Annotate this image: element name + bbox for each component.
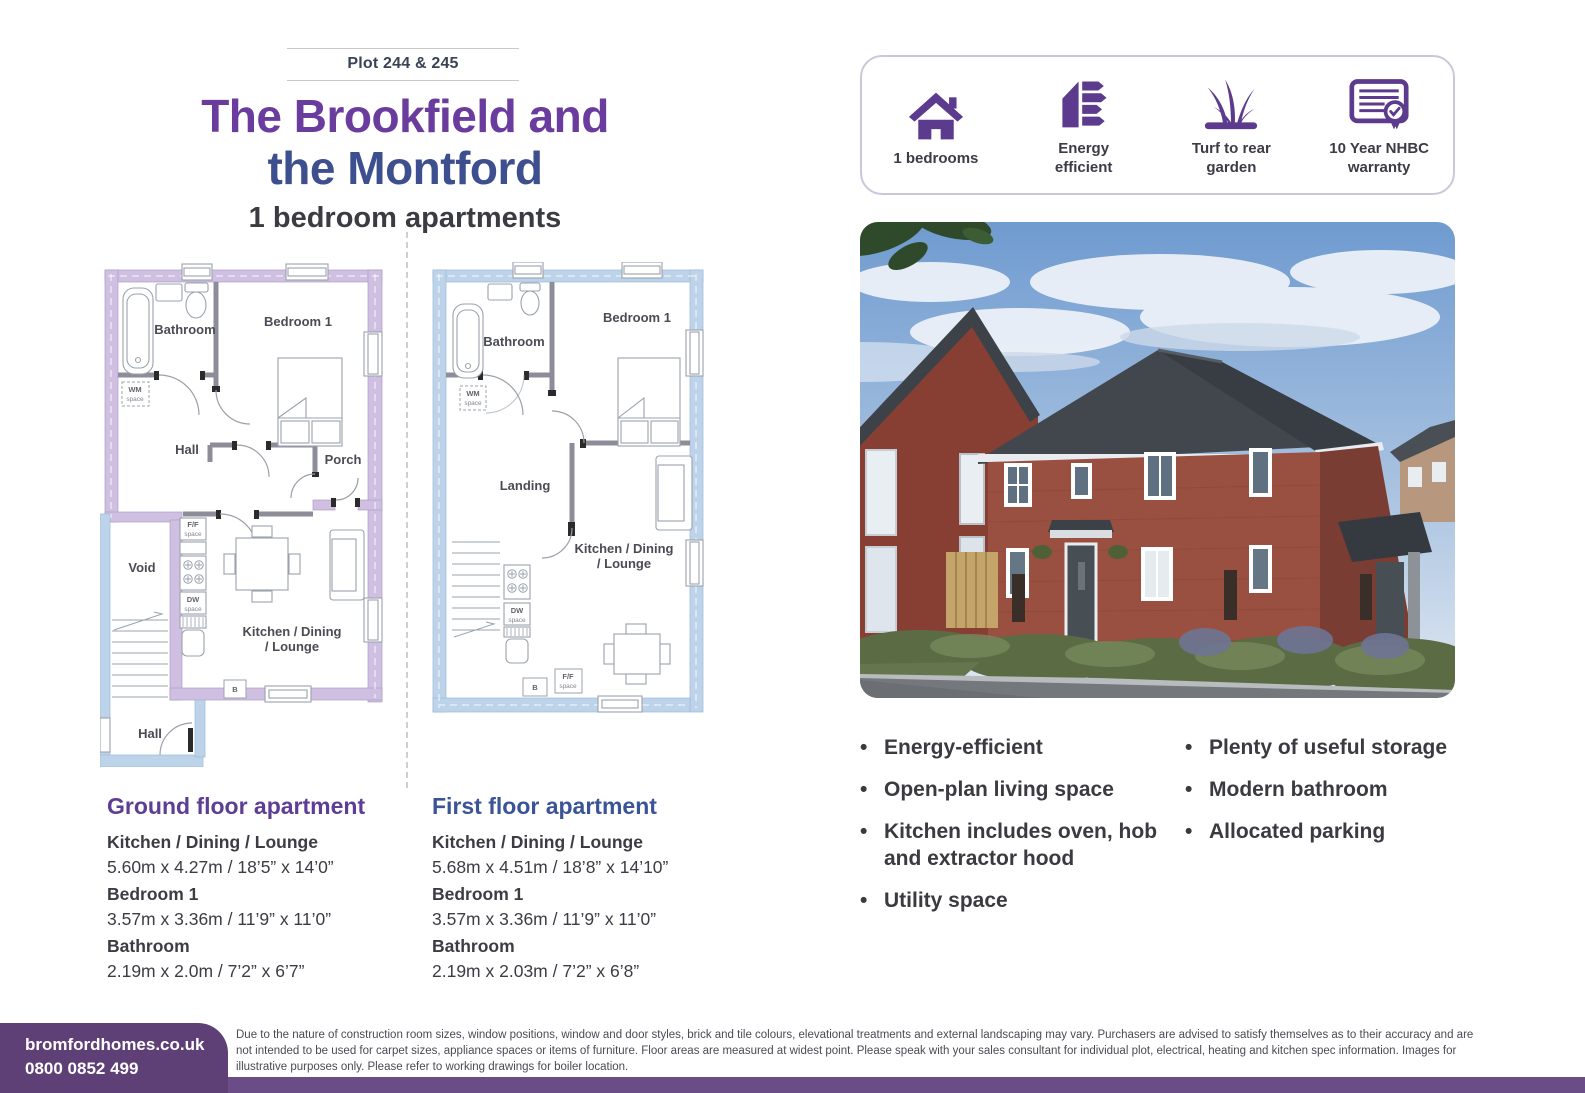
plot-header bbox=[287, 48, 519, 81]
room-label-hall: Hall bbox=[175, 442, 199, 457]
feature-turf bbox=[1158, 73, 1306, 177]
turf-icon bbox=[1202, 73, 1260, 131]
plans-divider bbox=[406, 232, 408, 788]
feature-energy bbox=[1010, 73, 1158, 177]
spec-room-dims: 2.19m x 2.0m / 7’2” x 6’7” bbox=[107, 961, 305, 981]
first-floor-specs bbox=[432, 793, 742, 986]
ground-floor-specs bbox=[107, 793, 417, 986]
page-title-line2: the Montford bbox=[267, 142, 543, 194]
page-subtitle: 1 bedroom apartments bbox=[248, 202, 562, 234]
room-label-kdl-1: Kitchen / Dining bbox=[242, 624, 342, 639]
dw-space-label: DW bbox=[186, 595, 200, 604]
spec-room-name: Bedroom 1 bbox=[432, 884, 524, 904]
feature-label2: warranty bbox=[1347, 159, 1411, 176]
spec-room-dims: 5.68m x 4.51m / 18’8” x 14’10” bbox=[432, 857, 669, 877]
spec-room-dims: 3.57m x 3.36m / 11’9” x 11’0” bbox=[107, 909, 332, 929]
feature-bedrooms bbox=[862, 83, 1010, 168]
feature-label: 1 bedrooms bbox=[893, 149, 979, 167]
dw-space-label2: space bbox=[508, 617, 526, 624]
boiler-label: B bbox=[532, 683, 538, 692]
room-label-bedroom1: Bedroom 1 bbox=[603, 310, 671, 325]
room-label-kdl-1: Kitchen / Dining bbox=[574, 541, 674, 556]
spec-room-name: Bathroom bbox=[432, 936, 515, 956]
first-floor-plan bbox=[428, 262, 708, 714]
energy-icon bbox=[1057, 73, 1111, 131]
feature-label: Turf to rear bbox=[1191, 140, 1271, 157]
wm-space-label: WM bbox=[466, 389, 480, 398]
features-list-right bbox=[1183, 734, 1473, 860]
room-label-porch: Porch bbox=[324, 452, 362, 467]
spec-room-name: Kitchen / Dining / Lounge bbox=[432, 832, 643, 852]
wm-space-label2: space bbox=[464, 400, 482, 407]
ff-space-label: F/F bbox=[562, 672, 574, 681]
feature-bullet: • Open-plan living space bbox=[858, 776, 1158, 803]
feature-label2: efficient bbox=[1054, 159, 1113, 176]
feature-bullet: • Utility space bbox=[858, 887, 1158, 914]
spec-room-dims: 5.60m x 4.27m / 18’5” x 14’0” bbox=[107, 857, 334, 877]
feature-bullet: • Energy-efficient bbox=[858, 734, 1158, 761]
feature-icon-bar bbox=[860, 55, 1455, 195]
feature-bullet: • Kitchen includes oven, hob and extractor hood bbox=[858, 818, 1158, 872]
house-icon bbox=[908, 83, 964, 141]
page-title bbox=[80, 90, 730, 194]
footer-contact-box bbox=[0, 1023, 228, 1093]
feature-warranty bbox=[1305, 73, 1453, 177]
room-label-landing: Landing bbox=[499, 478, 551, 493]
ff-space-label2: space bbox=[559, 683, 577, 690]
footer-website: bromfordhomes.co.uk bbox=[25, 1035, 205, 1054]
warranty-icon bbox=[1349, 73, 1409, 131]
spec-room-dims: 3.57m x 3.36m / 11’9” x 11’0” bbox=[432, 909, 657, 929]
dw-space-label2: space bbox=[184, 606, 202, 613]
room-label-bathroom: Bathroom bbox=[154, 322, 216, 337]
footer-strip bbox=[0, 1077, 1585, 1093]
wm-space-label: WM bbox=[128, 385, 142, 394]
boiler-label: B bbox=[232, 685, 238, 694]
room-label-bedroom1: Bedroom 1 bbox=[264, 314, 332, 329]
ff-space-label2: space bbox=[184, 531, 202, 538]
feature-label: Energy bbox=[1058, 140, 1110, 157]
house-photo bbox=[860, 222, 1455, 698]
page-title-line1: The Brookfield and bbox=[201, 90, 609, 142]
spec-room-name: Bathroom bbox=[107, 936, 190, 956]
plot-label: Plot 244 & 245 bbox=[347, 55, 459, 72]
ground-specs-heading: Ground floor apartment bbox=[107, 793, 366, 819]
ff-space-label: F/F bbox=[187, 520, 199, 529]
ground-floor-plan bbox=[100, 262, 385, 767]
spec-room-name: Kitchen / Dining / Lounge bbox=[107, 832, 318, 852]
footer-disclaimer: Due to the nature of construction room sizes, window positions, window and door styles, brick and tile colours, elevational treatments and external landscaping may vary. Purchasers are advised to satisfy themselves as to their accuracy and are not intended to be used for carpet sizes, appliance spaces or items of furniture. Floor areas are measured at widest point. Please speak with your sales consultant for individual plot, electrical, heating and kitchen spec information. Images for illustrative purposes only. Please refer to working drawings for boiler location. bbox=[236, 1029, 1474, 1073]
footer-phone: 0800 0852 499 bbox=[25, 1059, 139, 1078]
feature-bullet: • Plenty of useful storage bbox=[1183, 734, 1473, 761]
feature-bullet: • Modern bathroom bbox=[1183, 776, 1473, 803]
wm-space-label2: space bbox=[126, 396, 144, 403]
first-specs-heading: First floor apartment bbox=[432, 793, 657, 819]
room-label-kdl-2: / Lounge bbox=[264, 639, 320, 654]
spec-room-name: Bedroom 1 bbox=[107, 884, 199, 904]
features-list-left bbox=[858, 734, 1158, 929]
spec-room-dims: 2.19m x 2.03m / 7’2” x 6’8” bbox=[432, 961, 640, 981]
feature-label2: garden bbox=[1206, 159, 1257, 176]
feature-bullet: • Allocated parking bbox=[1183, 818, 1473, 845]
room-label-bathroom: Bathroom bbox=[483, 334, 545, 349]
room-label-hall-lower: Hall bbox=[138, 726, 162, 741]
dw-space-label: DW bbox=[510, 606, 524, 615]
room-label-void: Void bbox=[128, 560, 156, 575]
plot-rule-bottom bbox=[287, 80, 519, 81]
room-label-kdl-2: / Lounge bbox=[596, 556, 652, 571]
feature-label: 10 Year NHBC bbox=[1329, 140, 1430, 157]
